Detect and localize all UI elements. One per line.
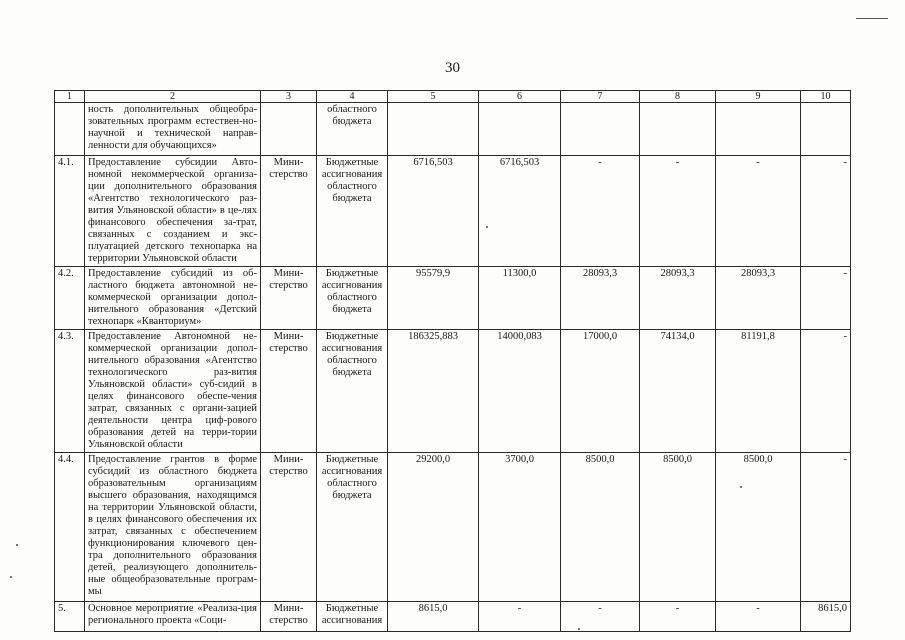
row-value-col6: -: [479, 602, 561, 632]
row-value-col5: 8615,0: [388, 602, 479, 632]
row-value-col8: -: [640, 156, 716, 267]
scan-speck: [10, 576, 12, 578]
row-value-col9: 28093,3: [716, 267, 801, 330]
row-value-col6: 3700,0: [479, 453, 561, 602]
row-value-col8: 8500,0: [640, 453, 716, 602]
row-number: 5.: [55, 602, 85, 632]
row-value-col6: 14000,083: [479, 330, 561, 453]
row-value-col10: -: [801, 267, 851, 330]
row-value-col7: 17000,0: [561, 330, 640, 453]
row-value-col5: [388, 103, 479, 156]
col-header-4: 4: [317, 91, 388, 103]
row-value-col7: 28093,3: [561, 267, 640, 330]
table-row: [55, 267, 851, 330]
row-value-col9: 81191,8: [716, 330, 801, 453]
row-value-col10: 8615,0: [801, 602, 851, 632]
table-row: [55, 330, 851, 453]
row-source: Бюджетные ассигнования областного бюджета: [317, 156, 388, 267]
row-value-col5: 186325,883: [388, 330, 479, 453]
col-header-6: 6: [479, 91, 561, 103]
table-row: [55, 103, 851, 156]
col-header-3: 3: [261, 91, 317, 103]
row-executor: Мини-стерство: [261, 453, 317, 602]
col-header-9: 9: [716, 91, 801, 103]
row-value-col7: [561, 103, 640, 156]
row-value-col5: 95579,9: [388, 267, 479, 330]
row-value-col9: [716, 103, 801, 156]
row-value-col10: -: [801, 453, 851, 602]
scan-speck: [578, 628, 580, 630]
row-value-col7: -: [561, 156, 640, 267]
row-number: 4.3.: [55, 330, 85, 453]
row-value-col9: -: [716, 156, 801, 267]
budget-table: [54, 90, 851, 632]
col-header-5: 5: [388, 91, 479, 103]
row-name: Предоставление субсидии Авто-номной некоммерческой организа-ции дополнительного образования «Агентство технологического раз-вития Ульяновской области» в це-лях финансового обеспечения за-трат, связанных с созданием и экс-плуатацией детского технопарка на территории Ульяновской области: [85, 156, 261, 267]
row-name: Предоставление субсидий из об-ластного бюджета автономной не-коммерческой организации допол-нительного образования «Детский технопарк «Кванториум»: [85, 267, 261, 330]
row-source: Бюджетные ассигнования областного бюджета: [317, 330, 388, 453]
row-source: Бюджетные ассигнования: [317, 602, 388, 632]
col-header-10: 10: [801, 91, 851, 103]
page-number: 30: [445, 60, 460, 76]
row-executor: Мини-стерство: [261, 156, 317, 267]
column-number-row: [55, 91, 851, 103]
row-number: 4.4.: [55, 453, 85, 602]
row-name: ность дополнительных общеобра-зовательных программ естествен-но-научной и технической направ-ленности для обучающихся»: [85, 103, 261, 156]
row-value-col9: -: [716, 602, 801, 632]
row-value-col5: 29200,0: [388, 453, 479, 602]
scan-speck: [740, 486, 742, 488]
row-value-col6: [479, 103, 561, 156]
row-value-col9: 8500,0: [716, 453, 801, 602]
scan-speck: [486, 226, 488, 228]
row-value-col7: -: [561, 602, 640, 632]
row-value-col10: -: [801, 156, 851, 267]
row-executor: [261, 103, 317, 156]
row-value-col8: -: [640, 602, 716, 632]
scan-speck: [16, 544, 18, 546]
table-row: [55, 602, 851, 632]
row-value-col8: 74134,0: [640, 330, 716, 453]
row-value-col8: [640, 103, 716, 156]
row-value-col8: 28093,3: [640, 267, 716, 330]
row-name: Предоставление Автономной не-коммерческой организации допол-нительного образования «Агентство технологического раз-вития Ульяновской области» суб-сидий в целях финансового обеспе-чения затрат, связанных с органи-зацией деятельности центра циф-рового образования детей на терри-тории Ульяновской области: [85, 330, 261, 453]
row-source: Бюджетные ассигнования областного бюджета: [317, 267, 388, 330]
col-header-2: 2: [85, 91, 261, 103]
row-name: Предоставление грантов в форме субсидий из областного бюджета образовательным организациям высшего образования, находящимся на территории Ульяновской области, в целях финансового обеспечения их затрат, связанных с обеспечением функционирования ключевого цен-тра дополнительного образования детей, реализующего дополнитель-ные общеобразовательные програм-мы: [85, 453, 261, 602]
table-row: [55, 156, 851, 267]
row-number: 4.1.: [55, 156, 85, 267]
col-header-1: 1: [55, 91, 85, 103]
row-number: 4.2.: [55, 267, 85, 330]
row-value-col7: 8500,0: [561, 453, 640, 602]
col-header-7: 7: [561, 91, 640, 103]
row-value-col10: -: [801, 330, 851, 453]
row-source: областного бюджета: [317, 103, 388, 156]
row-number: [55, 103, 85, 156]
row-value-col6: 6716,503: [479, 156, 561, 267]
row-name: Основное мероприятие «Реализа-ция регионального проекта «Соци-: [85, 602, 261, 632]
row-value-col5: 6716,503: [388, 156, 479, 267]
row-executor: Мини-стерство: [261, 267, 317, 330]
col-header-8: 8: [640, 91, 716, 103]
row-source: Бюджетные ассигнования областного бюджета: [317, 453, 388, 602]
table-row: [55, 453, 851, 602]
row-executor: Мини-стерство: [261, 330, 317, 453]
row-value-col6: 11300,0: [479, 267, 561, 330]
corner-dash-mark: [856, 18, 888, 19]
row-value-col10: [801, 103, 851, 156]
row-executor: Мини-стерство: [261, 602, 317, 632]
